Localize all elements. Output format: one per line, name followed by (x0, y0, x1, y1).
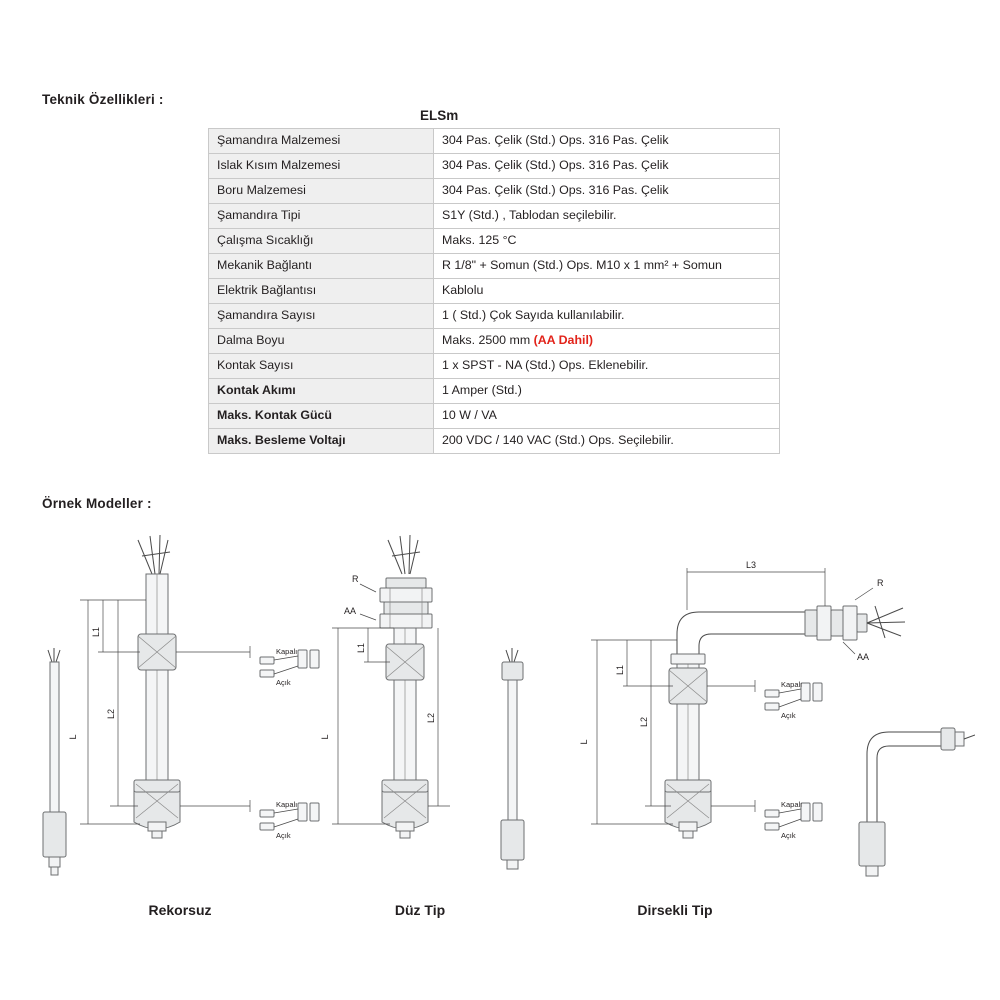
spec-table-container (208, 108, 780, 454)
spec-value: 1 Amper (Std.) (434, 379, 780, 404)
tech-spec-title: Teknik Özellikleri : (42, 92, 164, 107)
float-lower (382, 780, 428, 838)
dim-label-L2: L2 (106, 708, 116, 720)
figure-duz-tip (280, 522, 570, 902)
caption-dirsekli-tip: Dirsekli Tip (637, 902, 713, 918)
float-upper (138, 634, 176, 670)
table-row (209, 329, 780, 354)
spec-value: Maks. 125 °C (434, 229, 780, 254)
table-row (209, 204, 780, 229)
table-row (209, 154, 780, 179)
spec-value: 200 VDC / 140 VAC (Std.) Ops. Seçilebilir. (434, 429, 780, 454)
dim-label-L: L (320, 734, 330, 740)
probe-assembly (134, 535, 180, 838)
switch-label-acik: Açık (276, 831, 291, 840)
side-sensor-small (43, 648, 66, 875)
side-sensor-elbow (859, 728, 975, 876)
probe-assembly (380, 535, 432, 838)
switch-label-acik: Açık (781, 711, 796, 720)
spec-value: 1 ( Std.) Çok Sayıda kullanılabilir. (434, 304, 780, 329)
spec-label: Maks. Besleme Voltajı (209, 429, 434, 454)
spec-table (208, 128, 780, 454)
spec-label: Şamandıra Malzemesi (209, 129, 434, 154)
switch-label-acik: Açık (781, 831, 796, 840)
spec-value-highlight: (AA Dahil) (533, 333, 594, 348)
caption-duz-tip: Düz Tip (394, 902, 446, 918)
spec-value: S1Y (Std.) , Tablodan seçilebilir. (434, 204, 780, 229)
spec-value (434, 254, 780, 279)
process-fitting (380, 578, 432, 628)
table-row (209, 404, 780, 429)
float-upper (669, 668, 707, 704)
process-fitting (805, 606, 905, 640)
caption-rekorsuz: Rekorsuz (148, 902, 212, 918)
table-row (209, 279, 780, 304)
switch-label-acik: Açık (276, 678, 291, 687)
switch-label-kapali: Kapalı (781, 680, 803, 689)
switch-label-kapali: Kapalı (276, 800, 298, 809)
callouts (344, 574, 376, 620)
switch-symbol-lower (711, 800, 822, 840)
table-row (209, 429, 780, 454)
table-row (209, 304, 780, 329)
float-lower (134, 780, 180, 838)
models-title: Örnek Modeller : (42, 496, 152, 511)
switch-label-kapali: Kapalı (781, 800, 803, 809)
spec-label: Kontak Akımı (209, 379, 434, 404)
callout-AA: AA (344, 606, 357, 616)
spec-value: 304 Pas. Çelik (Std.) Ops. 316 Pas. Çelik (434, 179, 780, 204)
dim-label-L2: L2 (426, 712, 436, 724)
switch-label-kapali: Kapalı (276, 647, 298, 656)
switch-symbol-upper (707, 680, 822, 720)
dim-label-L1: L1 (356, 642, 366, 654)
table-row (209, 254, 780, 279)
table-row (209, 129, 780, 154)
dim-label-L1: L1 (91, 626, 101, 638)
table-row (209, 379, 780, 404)
spec-value-text: R 1/8" + Somun (Std.) Ops. M10 x 1 mm² + Somun (442, 258, 722, 273)
spec-value: 304 Pas. Çelik (Std.) Ops. 316 Pas. Çelik (434, 154, 780, 179)
figure-dirsekli-tip (555, 522, 975, 902)
float-upper (386, 644, 424, 680)
spec-label: Çalışma Sıcaklığı (209, 229, 434, 254)
callout-AA: AA (857, 652, 870, 662)
spec-label: Boru Malzemesi (209, 179, 434, 204)
probe-assembly (665, 654, 711, 838)
side-sensor-small (501, 648, 524, 869)
float-lower (665, 780, 711, 838)
dim-label-L2: L2 (639, 716, 649, 728)
table-row (209, 354, 780, 379)
spec-label: Islak Kısım Malzemesi (209, 154, 434, 179)
table-row (209, 179, 780, 204)
spec-label: Kontak Sayısı (209, 354, 434, 379)
spec-value (434, 329, 780, 354)
dimension-L3 (687, 560, 825, 610)
callout-R: R (352, 574, 359, 584)
spec-table-header: ELSm (420, 108, 459, 123)
spec-value: 1 x SPST - NA (Std.) Ops. Eklenebilir. (434, 354, 780, 379)
spec-label: Maks. Kontak Gücü (209, 404, 434, 429)
dim-label-L3: L3 (745, 560, 757, 570)
callout-R: R (877, 578, 884, 588)
spec-value: Kablolu (434, 279, 780, 304)
dim-label-L: L (68, 734, 78, 740)
table-row (209, 229, 780, 254)
dimension-lines (579, 640, 677, 824)
spec-label: Şamandıra Tipi (209, 204, 434, 229)
dim-label-L: L (579, 739, 589, 745)
spec-label: Dalma Boyu (209, 329, 434, 354)
spec-label: Şamandıra Sayısı (209, 304, 434, 329)
spec-value-text: Maks. 2500 mm (442, 333, 534, 348)
drawings-area (0, 512, 1000, 942)
spec-value: 304 Pas. Çelik (Std.) Ops. 316 Pas. Çelik (434, 129, 780, 154)
dim-label-L1: L1 (615, 664, 625, 676)
spec-label: Mekanik Bağlantı (209, 254, 434, 279)
spec-label: Elektrik Bağlantısı (209, 279, 434, 304)
spec-value: 10 W / VA (434, 404, 780, 429)
